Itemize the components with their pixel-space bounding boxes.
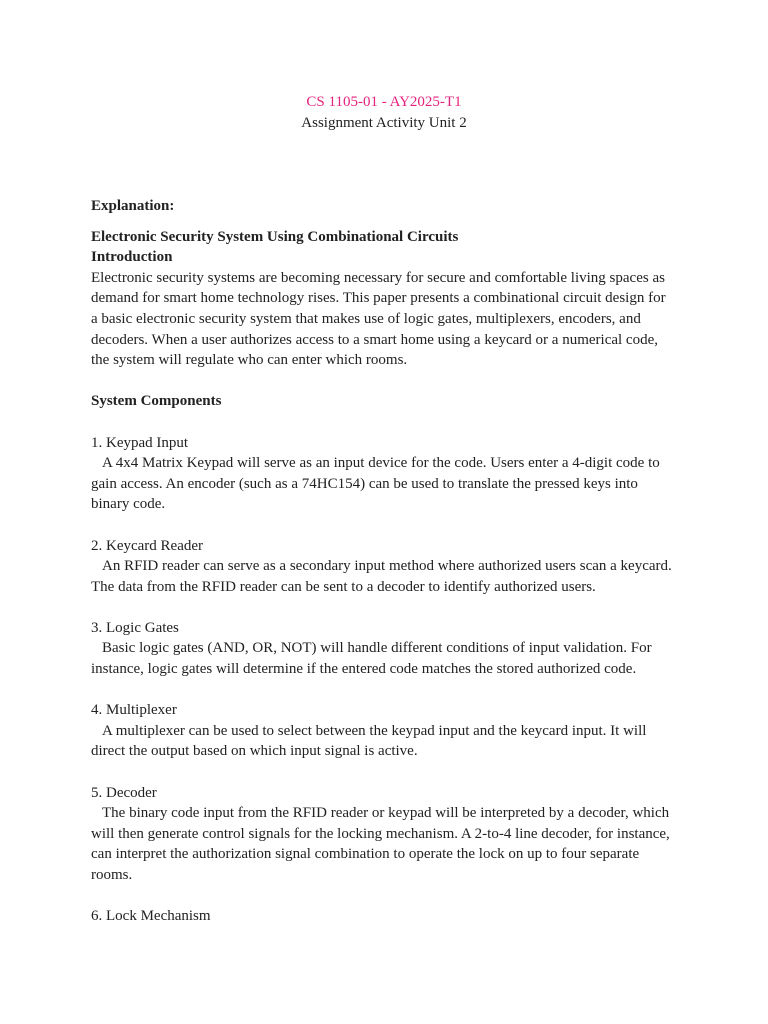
paragraph-line: binary code.: [91, 496, 166, 513]
paragraph-line: A multiplexer can be used to select between the keypad input and the keycard input. It will: [102, 722, 647, 739]
document-header: [0, 92, 768, 134]
component-section: [91, 700, 681, 762]
component-title: 1. Keypad Input: [91, 434, 189, 451]
paragraph-line: A 4x4 Matrix Keypad will serve as an input device for the code. Users enter a 4-digit code to: [102, 455, 660, 472]
component-title: 2. Keycard Reader: [91, 537, 204, 554]
system-components-heading: System Components: [91, 393, 222, 410]
document-body: [91, 196, 681, 927]
component-title: 5. Decoder: [91, 784, 157, 801]
explanation-label: Explanation:: [91, 198, 175, 214]
paragraph-line: gain access. An encoder (such as a 74HC154) can be used to translate the pressed keys into: [91, 475, 638, 492]
paragraph-line: demand for smart home technology rises. This paper presents a combinational circuit design for: [91, 290, 666, 307]
paragraph-line: a basic electronic security system that makes use of logic gates, multiplexers, encoders, and: [91, 310, 641, 327]
component-section: [91, 433, 681, 515]
paragraph-line: rooms.: [91, 867, 133, 883]
paragraph-line: The binary code input from the RFID reader or keypad will be interpreted by a decoder, which: [102, 805, 670, 822]
introduction-paragraph: [91, 268, 681, 371]
paragraph-line: The data from the RFID reader can be sent to a decoder to identify authorized users.: [91, 578, 596, 595]
component-section: [91, 618, 681, 680]
paragraph-line: An RFID reader can serve as a secondary input method where authorized users scan a keycard.: [102, 558, 672, 575]
paragraph-line: decoders. When a user authorizes access to a smart home using a keycard or a numerical code,: [91, 331, 658, 348]
component-section: [91, 906, 681, 927]
component-title: 6. Lock Mechanism: [91, 908, 211, 925]
paragraph-line: Electronic security systems are becoming necessary for secure and comfortable living spaces as: [91, 269, 665, 286]
paragraph-line: Basic logic gates (AND, OR, NOT) will handle different conditions of input validation. For: [102, 640, 652, 657]
paper-title: Electronic Security System Using Combinational Circuits: [91, 228, 459, 245]
course-code: CS 1105-01 - AY2025-T1: [306, 94, 462, 110]
component-title: 4. Multiplexer: [91, 702, 177, 719]
component-section: [91, 536, 681, 598]
paragraph-line: instance, logic gates will determine if the entered code matches the stored authorized code.: [91, 661, 637, 678]
paragraph-line: direct the output based on which input signal is active.: [91, 743, 418, 760]
paragraph-line: can interpret the authorization signal combination to operate the lock on up to four separate: [91, 846, 640, 863]
assignment-title: Assignment Activity Unit 2: [301, 115, 467, 131]
component-section: [91, 783, 681, 886]
introduction-heading: Introduction: [91, 249, 173, 266]
component-title: 3. Logic Gates: [91, 619, 179, 636]
paragraph-line: the system will regulate who can enter which rooms.: [91, 352, 408, 369]
paragraph-line: will then generate control signals for the locking mechanism. A 2-to-4 line decoder, for instance,: [91, 825, 670, 842]
